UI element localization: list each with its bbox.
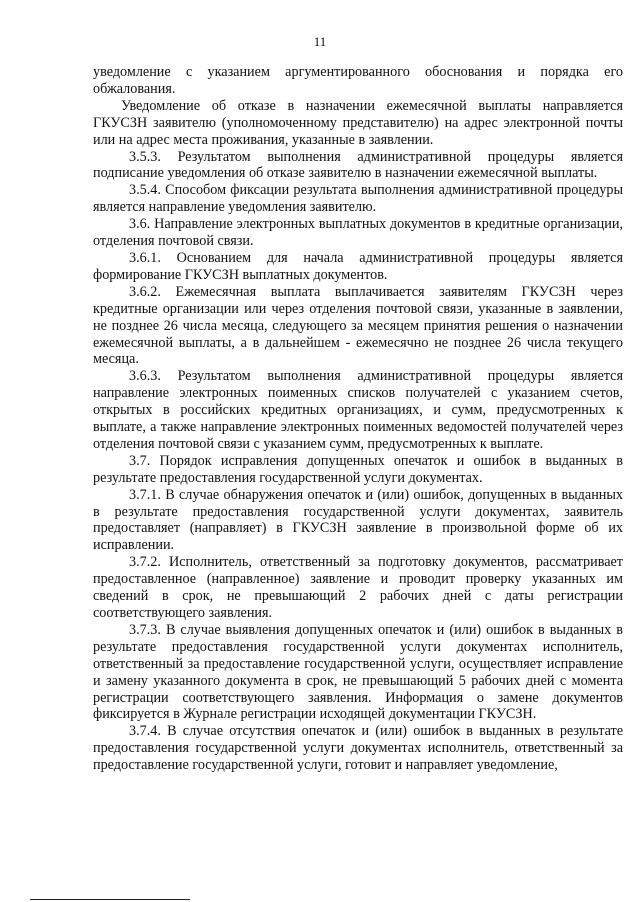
paragraph-3-6-1: 3.6.1. Основанием для начала административной процедуры является формирование ГКУСЗН выплатных документов. [93, 249, 623, 283]
footnote-divider [30, 899, 190, 900]
paragraph-3-5-4: 3.5.4. Способом фиксации результата выполнения административной процедуры является направление уведомления заявителю. [93, 182, 623, 216]
paragraph-3-7-2: 3.7.2. Исполнитель, ответственный за подготовку документов, рассматривает предоставленное (направленное) заявление и проводит проверку указанных им сведений в срок, не превышающий 2 рабочих дней с даты регистрации соответствующего заявления. [93, 554, 623, 621]
document-body [93, 64, 623, 774]
paragraph-continuation: уведомление с указанием аргументированного обоснования и порядка его обжалования. [93, 64, 623, 97]
paragraph-3-5-3: 3.5.3. Результатом выполнения административной процедуры является подписание уведомления об отказе заявителю в назначении ежемесячной выплаты. [93, 148, 623, 182]
paragraph-3-7-3: 3.7.3. В случае выявления допущенных опечаток и (или) ошибок в выданных в результате предоставления государственной услуги документах исполнитель, ответственный за предоставление государственной услуги, осуществляет исправление и замену указанного документа в срок, не превышающий 5 рабочих дней с момента регистрации соответствующего заявления. Информация о замене документов фиксируется в Журнале регистрации исходящей документации ГКУСЗН. [93, 621, 623, 723]
paragraph-3-7-4: 3.7.4. В случае отсутствия опечаток и (или) ошибок в выданных в результате предоставления государственной услуги документах исполнитель, ответственный за предоставление государственной услуги, готовит и направляет уведомление, [93, 723, 623, 774]
paragraph-3-6: 3.6. Направление электронных выплатных документов в кредитные организации, отделения почтовой связи. [93, 216, 623, 250]
paragraph-refusal-notice: Уведомление об отказе в назначении ежемесячной выплаты направляется ГКУСЗН заявителю (уполномоченному представителю) на адрес электронной почты или на адрес места проживания, указанные в заявлении. [93, 97, 623, 148]
paragraph-3-7-1: 3.7.1. В случае обнаружения опечаток и (или) ошибок, допущенных в выданных в результате предоставления государственной услуги документах, заявитель предоставляет (направляет) в ГКУСЗН заявление в произвольной форме об их исправлении. [93, 486, 623, 554]
paragraph-3-7: 3.7. Порядок исправления допущенных опечаток и ошибок в выданных в результате предоставления государственной услуги документах. [93, 452, 623, 486]
page-number: 11 [313, 34, 327, 49]
paragraph-3-6-2: 3.6.2. Ежемесячная выплата выплачивается заявителям ГКУСЗН через кредитные организации или через отделения почтовой связи, указанные в заявлении, не позднее 26 числа месяца, следующего за месяцем принятия решения о назначении ежемесячной выплаты, а в дальнейшем - ежемесячно не позднее 26 числа текущего месяца. [93, 283, 623, 368]
paragraph-3-6-3: 3.6.3. Результатом выполнения административной процедуры является направление электронных поименных списков получателей с указанием счетов, открытых в российских кредитных организациях, и сумм, предусмотренных к выплате, а также направление электронных поименных ведомостей получателей через отделения почтовой связи с указанием сумм, предусмотренных к выплате. [93, 368, 623, 452]
